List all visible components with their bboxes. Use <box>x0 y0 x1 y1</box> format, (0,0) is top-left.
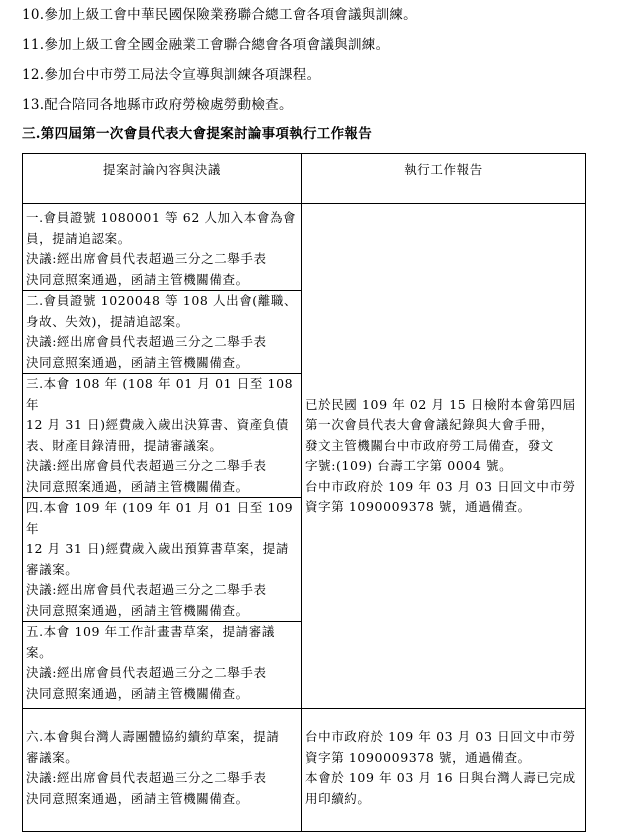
cell-line: 決同意照案通過，函請主管機關備查。 <box>26 790 249 806</box>
proposal-cell-2 <box>23 291 302 374</box>
cell-line: 資字第 1090009378 號，通過備查。 <box>305 499 531 514</box>
list-item-11: 11.參加上級工會全國金融業工會聯合總會各項會議與訓練。 <box>22 37 390 53</box>
cell-line: 已於民國 109 年 02 月 15 日檢附本會第四屆 <box>305 396 576 412</box>
cell-line: 審議案。 <box>26 561 79 577</box>
cell-line: 審議案。 <box>26 749 79 765</box>
cell-line: 決同意照案通過，函請主管機關備查。 <box>26 685 249 701</box>
cell-line: 字號:(109) 台壽工字第 0004 號。 <box>305 458 513 473</box>
cell-line: 決議:經出席會員代表超過三分之二舉手表 <box>26 770 267 785</box>
proposal-cell-3 <box>23 374 302 498</box>
cell-line: 四.本會 109 年 (109 年 01 月 01 日至 109 年 <box>26 500 294 536</box>
table-header-row <box>23 154 586 204</box>
cell-line: 決議:經出席會員代表超過三分之二舉手表 <box>26 458 267 473</box>
cell-line: 台中市政府於 109 年 03 月 03 日回文中市勞 <box>305 729 576 744</box>
cell-line: 身故、失效)，提請追認案。 <box>26 313 189 329</box>
proposal-cell-5 <box>23 622 302 709</box>
cell-line: 決同意照案通過，函請主管機關備查。 <box>26 478 249 494</box>
cell-line: 第一次會員代表大會會議紀錄與大會手冊， <box>305 417 554 432</box>
cell-line: 決議:經出席會員代表超過三分之二舉手表 <box>26 582 267 597</box>
proposal-cell-1 <box>23 204 302 291</box>
cell-line: 決議:經出席會員代表超過三分之二舉手表 <box>26 334 267 349</box>
cell-line: 員，提請追認案。 <box>26 230 131 246</box>
cell-line: 資字第 1090009378 號，通過備查。 <box>305 749 531 765</box>
cell-line: 五.本會 109 年工作計畫書草案，提請審議 <box>26 624 275 639</box>
section-heading: 三.第四屆第一次會員代表大會提案討論事項執行工作報告 <box>22 126 372 142</box>
cell-line: 表、財產目錄清冊，提請審議案。 <box>26 437 223 453</box>
cell-line: 用印續約。 <box>305 790 371 806</box>
cell-line: 台中市政府於 109 年 03 月 03 日回文中市勞 <box>305 478 576 494</box>
cell-line: 案。 <box>26 644 53 660</box>
list-item-10: 10.參加上級工會中華民國保險業務聯合總工會各項會議與訓練。 <box>22 7 417 23</box>
report-cell-group <box>302 204 586 709</box>
table-row <box>23 204 586 291</box>
list-item-13: 13.配合陪同各地縣市政府勞檢處勞動檢查。 <box>22 97 293 113</box>
cell-line: 決同意照案通過，函請主管機關備查。 <box>26 354 249 370</box>
header-report: 執行工作報告 <box>302 154 586 204</box>
cell-line: 三.本會 108 年 (108 年 01 月 01 日至 108 年 <box>26 376 294 412</box>
cell-line: 二.會員證號 1020048 等 108 人出會(離職、 <box>26 293 298 308</box>
cell-line: 六.本會與台灣人壽團體協約續約草案，提請 <box>26 729 280 744</box>
proposal-report-table <box>22 153 586 832</box>
cell-line: 決議:經出席會員代表超過三分之二舉手表 <box>26 665 267 680</box>
proposal-cell-6 <box>23 709 302 832</box>
cell-line: 12 月 31 日)經費歲入歲出預算書草案，提請 <box>26 541 290 556</box>
header-proposal: 提案討論內容與決議 <box>23 154 302 204</box>
cell-line: 本會於 109 年 03 月 16 日與台灣人壽已完成 <box>305 770 576 785</box>
cell-line: 決同意照案通過，函請主管機關備查。 <box>26 602 249 618</box>
table-row <box>23 709 586 832</box>
proposal-cell-4 <box>23 498 302 622</box>
cell-line: 決同意照案通過，函請主管機關備查。 <box>26 271 249 287</box>
cell-line: 12 月 31 日)經費歲入歲出決算書、資產負債 <box>26 417 290 432</box>
cell-line: 一.會員證號 1080001 等 62 人加入本會為會 <box>26 210 297 225</box>
report-cell-6 <box>302 709 586 832</box>
list-item-12: 12.參加台中市勞工局法令宣導與訓練各項課程。 <box>22 67 321 83</box>
cell-line: 決議:經出席會員代表超過三分之二舉手表 <box>26 251 267 266</box>
cell-line: 發文主管機關台中市政府勞工局備查，發文 <box>305 437 554 453</box>
